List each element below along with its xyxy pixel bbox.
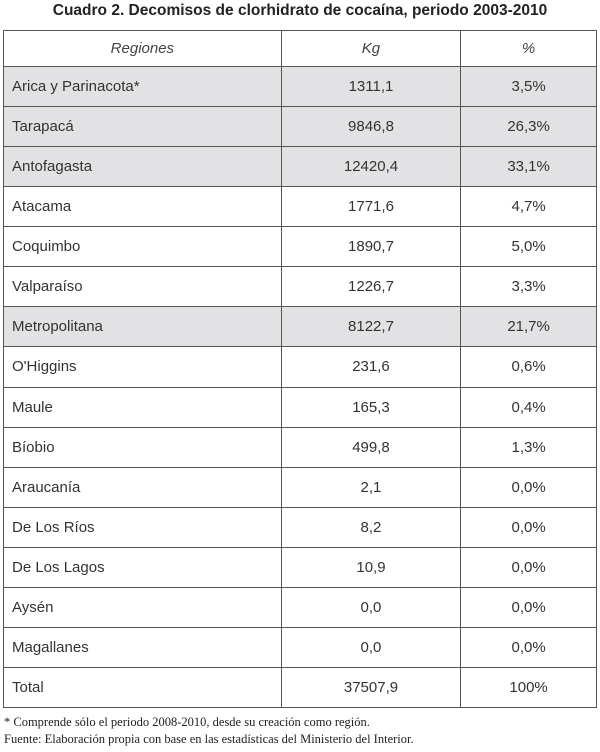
cell-percent: 26,3% [461, 107, 597, 147]
cell-kg: 10,9 [281, 547, 460, 587]
table-row [4, 467, 597, 507]
cell-region: Coquimbo [4, 227, 282, 267]
footnote-source: Fuente: Elaboración propia con base en las estadísticas del Ministerio del Interior. [4, 732, 414, 746]
cell-region: Bíobio [4, 427, 282, 467]
cell-percent: 0,4% [461, 387, 597, 427]
cell-percent: 0,0% [461, 587, 597, 627]
table-row [4, 387, 597, 427]
cell-percent: 0,0% [461, 627, 597, 667]
cell-region: Antofagasta [4, 147, 282, 187]
cell-kg: 8122,7 [281, 307, 460, 347]
table-row [4, 427, 597, 467]
cell-kg: 0,0 [281, 587, 460, 627]
table-body [4, 67, 597, 708]
header-percent: % [461, 31, 597, 67]
cell-region: O'Higgins [4, 347, 282, 387]
cell-region: Aysén [4, 587, 282, 627]
cell-kg: 1771,6 [281, 187, 460, 227]
cell-percent: 21,7% [461, 307, 597, 347]
cell-kg: 165,3 [281, 387, 460, 427]
table-title: Cuadro 2. Decomisos de clorhidrato de cocaína, periodo 2003-2010 [52, 2, 548, 19]
table-row [4, 587, 597, 627]
cell-percent: 3,3% [461, 267, 597, 307]
table-row [4, 347, 597, 387]
table-row [4, 547, 597, 587]
cell-kg: 0,0 [281, 627, 460, 667]
cell-kg: 1226,7 [281, 267, 460, 307]
cell-region: Atacama [4, 187, 282, 227]
header-kg: Kg [281, 31, 460, 67]
table-row [4, 267, 597, 307]
cell-percent: 4,7% [461, 187, 597, 227]
cell-percent: 5,0% [461, 227, 597, 267]
table-row [4, 307, 597, 347]
cell-percent: 100% [461, 667, 597, 707]
cell-region: Tarapacá [4, 107, 282, 147]
table-row [4, 107, 597, 147]
cell-region: Valparaíso [4, 267, 282, 307]
cell-percent: 33,1% [461, 147, 597, 187]
cell-kg: 9846,8 [281, 107, 460, 147]
cell-percent: 1,3% [461, 427, 597, 467]
cell-kg: 1890,7 [281, 227, 460, 267]
cell-percent: 0,0% [461, 507, 597, 547]
cell-kg: 37507,9 [281, 667, 460, 707]
table-row [4, 227, 597, 267]
table-row [4, 147, 597, 187]
cell-region: De Los Lagos [4, 547, 282, 587]
cell-kg: 12420,4 [281, 147, 460, 187]
cell-kg: 2,1 [281, 467, 460, 507]
cell-kg: 1311,1 [281, 67, 460, 107]
cell-region: Magallanes [4, 627, 282, 667]
cell-region: Araucanía [4, 467, 282, 507]
table-header-row [4, 31, 597, 67]
cell-kg: 499,8 [281, 427, 460, 467]
footnote-asterisk: * Comprende sólo el periodo 2008-2010, desde su creación como región. [4, 715, 370, 729]
header-regiones: Regiones [4, 31, 282, 67]
table-row [4, 67, 597, 107]
cell-region: Metropolitana [4, 307, 282, 347]
table-row [4, 507, 597, 547]
cell-region: Total [4, 667, 282, 707]
seizures-table [3, 30, 597, 708]
cell-kg: 231,6 [281, 347, 460, 387]
table-row [4, 187, 597, 227]
table-row [4, 627, 597, 667]
footnotes [4, 714, 598, 748]
cell-region: Maule [4, 387, 282, 427]
table-row [4, 667, 597, 707]
cell-percent: 0,0% [461, 467, 597, 507]
cell-kg: 8,2 [281, 507, 460, 547]
cell-percent: 0,0% [461, 547, 597, 587]
cell-percent: 0,6% [461, 347, 597, 387]
cell-region: Arica y Parinacota* [4, 67, 282, 107]
cell-region: De Los Ríos [4, 507, 282, 547]
cell-percent: 3,5% [461, 67, 597, 107]
